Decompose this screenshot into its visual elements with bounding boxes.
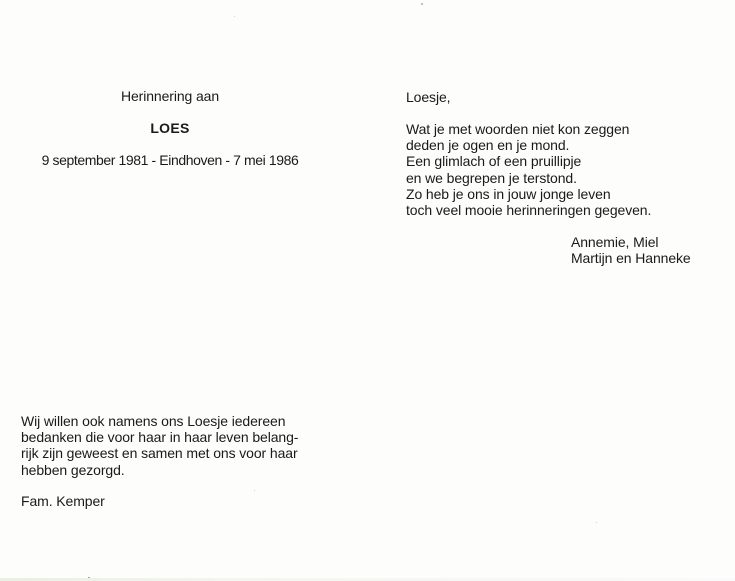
intro-text: Herinnering aan — [120, 88, 220, 104]
paper-speck — [421, 3, 423, 5]
deceased-name: LOES — [150, 120, 190, 136]
poem-line: deden je ogen en je mond. — [406, 137, 570, 154]
salutation: Loesje, — [406, 89, 451, 105]
poem-line: toch veel mooie herinneringen gegeven. — [406, 202, 652, 219]
poem-line: Wat je met woorden niet kon zeggen — [406, 121, 630, 137]
poem-line: en we begrepen je terstond. — [406, 169, 577, 186]
thanks-line: hebben gezorgd. — [21, 461, 125, 478]
thanks-line: bedanken die voor haar in haar leven belang- — [21, 429, 299, 446]
poem-line: Zo heb je ons in jouw jonge leven — [406, 185, 611, 202]
signature-line: Annemie, Miel — [571, 234, 659, 250]
parents-signature — [571, 234, 691, 266]
poem — [406, 121, 651, 218]
paper-speck — [596, 522, 597, 523]
thanks-line: rijk zijn geweest en samen met ons voor haar — [21, 445, 298, 462]
thanks-line: Wij willen ook namens ons Loesje iedereen — [21, 413, 286, 429]
family-signature: Fam. Kemper — [21, 493, 105, 509]
paper-speck — [254, 490, 255, 491]
life-dates: 9 september 1981 - Eindhoven - 7 mei 1986 — [41, 152, 299, 168]
paper-speck — [234, 16, 235, 17]
thanks-paragraph — [21, 413, 298, 478]
poem-line: Een glimlach of een pruillipje — [406, 153, 582, 170]
signature-line: Martijn en Hanneke — [571, 250, 691, 267]
